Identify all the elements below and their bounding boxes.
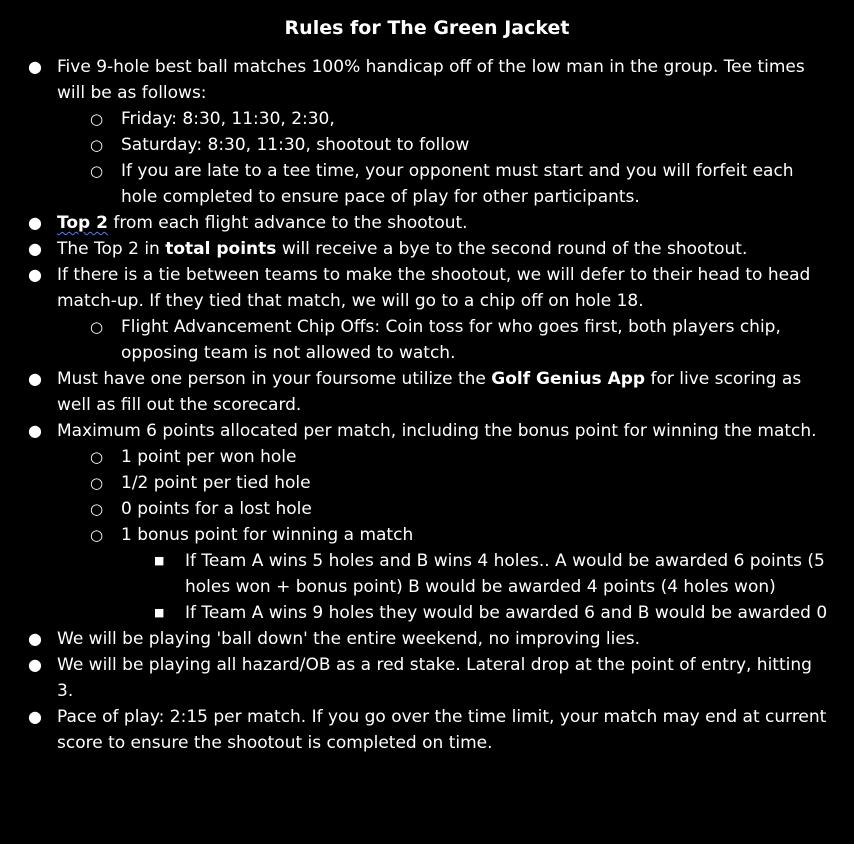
bullet-square-icon: ■: [154, 606, 165, 619]
bullet-circle-icon: ○: [90, 318, 104, 336]
rule-max-points: ● Maximum 6 points allocated per match, including the bonus point for winning the match.: [22, 418, 832, 444]
rule-friday-times: ○ Friday: 8:30, 11:30, 2:30,: [22, 106, 832, 132]
rule-scoring-app: ● Must have one person in your foursome utilize the Golf Genius App for live scoring as well as fill out the scorecard.: [22, 366, 832, 418]
bullet-circle-icon: ○: [90, 162, 104, 180]
rule-won-hole: ○ 1 point per won hole: [22, 444, 832, 470]
rule-example-1: ■ If Team A wins 5 holes and B wins 4 holes.. A would be awarded 6 points (5 holes won + bonus point) B would be awarded 4 points (4 holes won): [22, 548, 832, 600]
bullet-disc-icon: ●: [28, 57, 42, 76]
top-two-text: Top 2: [57, 213, 108, 233]
rule-bonus-point: ○ 1 bonus point for winning a match: [22, 522, 832, 548]
bullet-circle-icon: ○: [90, 448, 104, 466]
bullet-square-icon: ■: [154, 554, 165, 567]
bullet-disc-icon: ●: [28, 655, 42, 674]
rule-saturday-times: ○ Saturday: 8:30, 11:30, shootout to follow: [22, 132, 832, 158]
rules-list: [22, 54, 832, 756]
bullet-disc-icon: ●: [28, 421, 42, 440]
bullet-circle-icon: ○: [90, 500, 104, 518]
bullet-disc-icon: ●: [28, 265, 42, 284]
bullet-circle-icon: ○: [90, 136, 104, 154]
bullet-disc-icon: ●: [28, 707, 42, 726]
rule-bye: ● The Top 2 in total points will receive a bye to the second round of the shootout.: [22, 236, 832, 262]
rule-example-2: ■ If Team A wins 9 holes they would be awarded 6 and B would be awarded 0: [22, 600, 832, 626]
rule-pace-of-play: ● Pace of play: 2:15 per match. If you go over the time limit, your match may end at current score to ensure the shootout is completed on time.: [22, 704, 832, 756]
bullet-disc-icon: ●: [28, 213, 42, 232]
document-title: Rules for The Green Jacket: [284, 17, 570, 39]
rule-top-two: ● Top 2 from each flight advance to the shootout.: [22, 210, 832, 236]
rule-chip-offs: ○ Flight Advancement Chip Offs: Coin toss for who goes first, both players chip, opposing team is not allowed to watch.: [22, 314, 832, 366]
rule-late-tee: ○ If you are late to a tee time, your opponent must start and you will forfeit each hole completed to ensure pace of play for other participants.: [22, 158, 832, 210]
rule-hazards: ● We will be playing all hazard/OB as a red stake. Lateral drop at the point of entry, hitting 3.: [22, 652, 832, 704]
bullet-disc-icon: ●: [28, 239, 42, 258]
bullet-circle-icon: ○: [90, 474, 104, 492]
bullet-disc-icon: ●: [28, 369, 42, 388]
rule-tied-hole: ○ 1/2 point per tied hole: [22, 470, 832, 496]
bullet-circle-icon: ○: [90, 110, 104, 128]
bullet-disc-icon: ●: [28, 629, 42, 648]
rule-format: ● Five 9-hole best ball matches 100% handicap off of the low man in the group. Tee times will be as follows:: [22, 54, 832, 106]
rule-ball-down: ● We will be playing 'ball down' the entire weekend, no improving lies.: [22, 626, 832, 652]
rule-tie: ● If there is a tie between teams to make the shootout, we will defer to their head to head match-up. If they tied that match, we will go to a chip off on hole 18.: [22, 262, 832, 314]
rule-lost-hole: ○ 0 points for a lost hole: [22, 496, 832, 522]
bullet-circle-icon: ○: [90, 526, 104, 544]
